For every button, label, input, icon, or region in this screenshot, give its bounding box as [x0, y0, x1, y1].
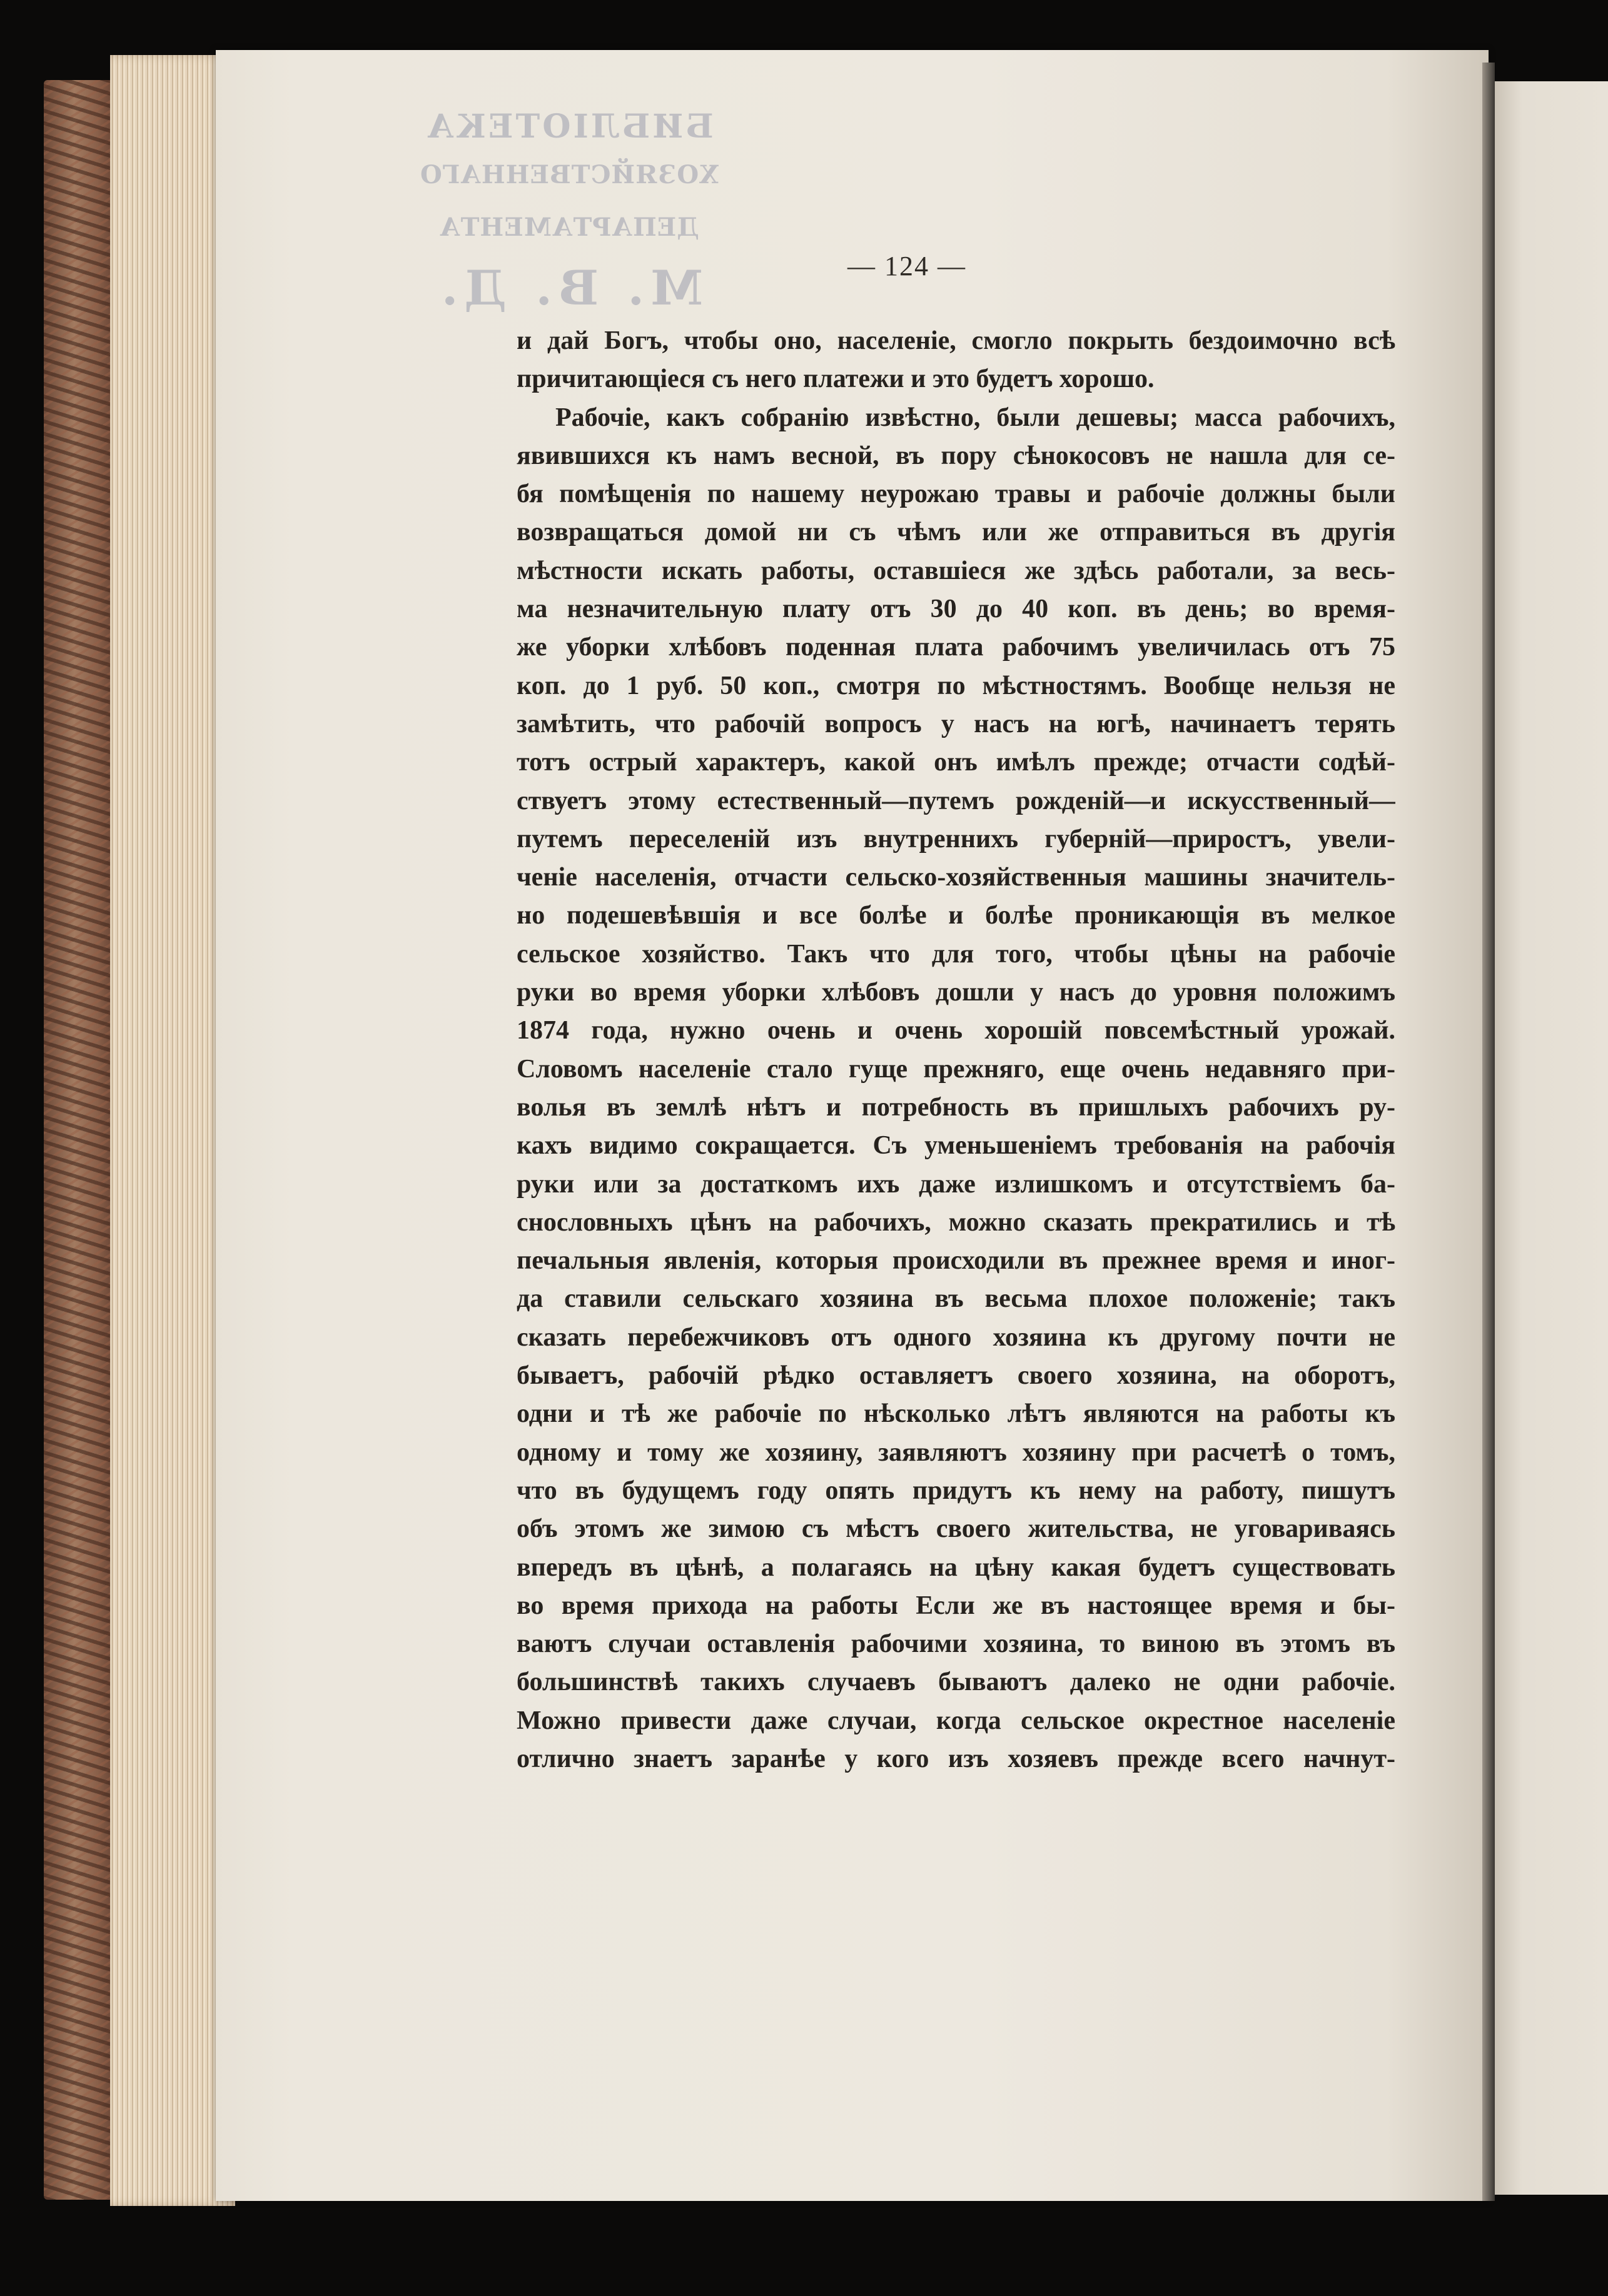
text-line: ма незначительную плату отъ 30 до 40 коп. въ день; во время-	[517, 595, 1395, 624]
text-line: печальныя явленія, которыя происходили въ прежнее время и иног-	[517, 1246, 1395, 1276]
page-number: — 124 —	[847, 251, 966, 281]
text-line: сельское хозяйство. Такъ что для того, чтобы цѣны на рабочіе	[517, 939, 1395, 969]
text-line: явившихся къ намъ весной, въ пору сѣнокосовъ не нашла для се-	[517, 441, 1395, 470]
text-line: ваютъ случаи оставленія рабочими хозяина, то виною въ этомъ въ	[517, 1629, 1395, 1659]
text-line: ствуетъ этому естественный—путемъ рожденій—и искусственный—	[517, 786, 1395, 815]
text-line: большинствѣ такихъ случаевъ бываютъ далеко не одни рабочіе.	[517, 1668, 1395, 1697]
text-line: мѣстности искать работы, оставшіеся же здѣсь работали, за весь-	[517, 556, 1395, 585]
text-line: 1874 года, нужно очень и очень хорошій повсемѣстный урожай.	[517, 1016, 1395, 1045]
facing-page-edge	[1494, 81, 1608, 2195]
stamp-line-3: М. В. Д.	[435, 260, 704, 316]
text-line: одни и тѣ же рабочіе по нѣсколько лѣтъ являются на работы къ	[517, 1399, 1395, 1429]
text-line: да ставили сельскаго хозяина въ весьма плохое положеніе; такъ	[517, 1284, 1395, 1314]
page-gutter	[1482, 63, 1495, 2201]
text-line: но подешевѣвшія и все болѣе и болѣе проникающія въ мелкое	[517, 901, 1395, 930]
text-line: Словомъ населеніе стало гуще прежняго, еще очень недавняго при-	[517, 1054, 1395, 1084]
text-line: отлично знаетъ заранѣе у кого изъ хозяевъ прежде всего начнут-	[517, 1744, 1395, 1773]
text-line: и дай Богъ, чтобы оно, населеніе, смогло покрыть бездоимочно всѣ	[517, 326, 1395, 355]
text-line: путемъ переселеній изъ внутреннихъ губерній—приростъ, увели-	[517, 824, 1395, 853]
text-line: ченіе населенія, отчасти сельско-хозяйственныя машины значитель-	[517, 863, 1395, 892]
text-line: руки или за достаткомъ ихъ даже излишкомъ и отсутствіемъ ба-	[517, 1169, 1395, 1199]
stamp-line-2: ХОЗЯЙСТВЕННАГО ДЕПАРТАМЕНТА	[419, 160, 719, 242]
text-line: объ этомъ же зимою съ мѣстъ своего жительства, не уговариваясь	[517, 1514, 1395, 1544]
text-line: бываетъ, рабочій рѣдко оставляетъ своего хозяина, на оборотъ,	[517, 1361, 1395, 1391]
text-line: одному и тому же хозяину, заявляютъ хозяину при расчетѣ о томъ,	[517, 1438, 1395, 1467]
text-line: во время прихода на работы Если же въ настоящее время и бы-	[517, 1591, 1395, 1620]
text-line: возвращаться домой ни съ чѣмъ или же отправиться въ другія	[517, 518, 1395, 547]
text-line: бя помѣщенія по нашему неурожаю травы и рабочіе должны были	[517, 480, 1395, 509]
marbled-binding	[44, 80, 120, 2200]
text-line: же уборки хлѣбовъ поденная плата рабочимъ увеличилась отъ 75	[517, 633, 1395, 662]
text-line: снословныхъ цѣнъ на рабочихъ, можно сказать прекратились и тѣ	[517, 1207, 1395, 1237]
body-text	[517, 322, 1395, 1778]
text-line: замѣтить, что рабочій вопросъ у насъ на югѣ, начинаетъ терять	[517, 709, 1395, 738]
text-line: что въ будущемъ году опять придутъ къ нему на работу, пишутъ	[517, 1476, 1395, 1505]
library-stamp	[394, 105, 744, 316]
text-line: руки во время уборки хлѣбовъ дошли у насъ до уровня положимъ	[517, 978, 1395, 1007]
text-line: кахъ видимо сокращается. Съ уменьшеніемъ требованія на рабочія	[517, 1131, 1395, 1161]
text-line: впередъ въ цѣнѣ, а полагаясь на цѣну какая будетъ существовать	[517, 1553, 1395, 1582]
text-line: причитающіеся съ него платежи и это будетъ хорошо.	[517, 365, 1155, 394]
stamp-line-1: БИБЛІОТЕКА	[425, 108, 714, 146]
text-line: сказать перебежчиковъ отъ одного хозяина къ другому почти не	[517, 1322, 1395, 1352]
text-line: волья въ землѣ нѣтъ и потребность въ пришлыхъ рабочихъ ру-	[517, 1092, 1395, 1122]
text-line: коп. до 1 руб. 50 коп., смотря по мѣстностямъ. Вообще нельзя не	[517, 671, 1395, 700]
text-line: тотъ острый характеръ, какой онъ имѣлъ прежде; отчасти содѣй-	[517, 748, 1395, 777]
text-line: Рабочіе, какъ собранію извѣстно, были дешевы; масса рабочихъ,	[555, 403, 1395, 432]
text-line: Можно привести даже случаи, когда сельское окрестное населеніе	[517, 1706, 1395, 1735]
